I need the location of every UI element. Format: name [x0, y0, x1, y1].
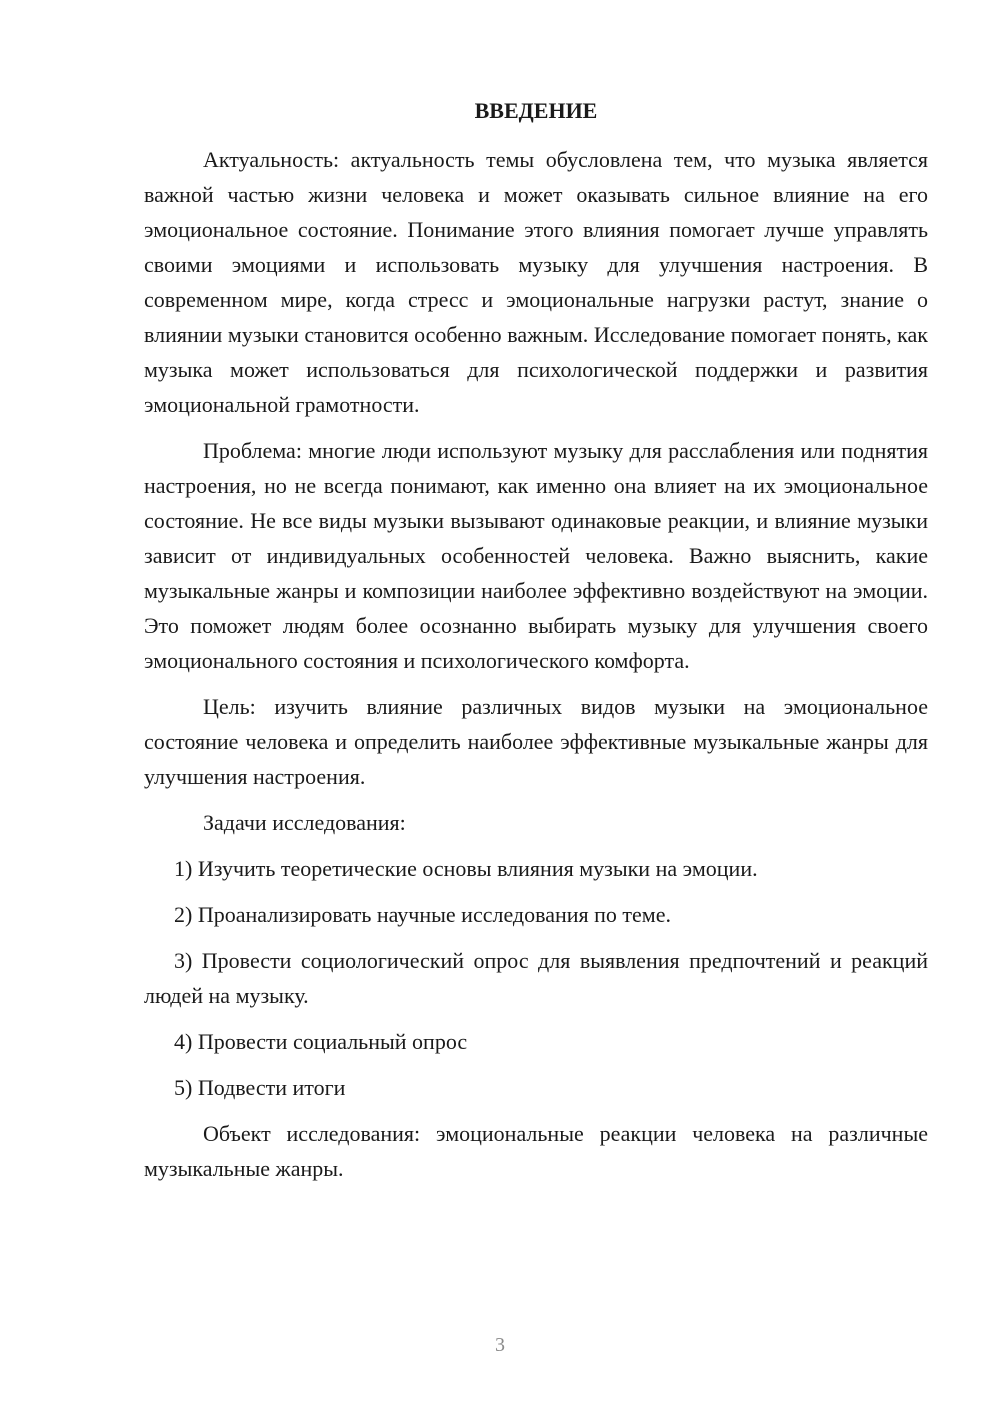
- task-item-3: 3) Провести социологический опрос для выявления предпочтений и реакций людей на музыку.: [144, 948, 928, 1008]
- goal-paragraph: Цель: изучить влияние различных видов музыки на эмоциональное состояние человека и определить наиболее эффективные музыкальные жанры для улучшения настроения.: [144, 694, 928, 789]
- page-title: ВВЕДЕНИЕ: [474, 98, 598, 123]
- page-number: 3: [495, 1334, 505, 1356]
- relevance-paragraph: Актуальность: актуальность темы обусловлена тем, что музыка является важной частью жизни человека и может оказывать сильное влияние на его эмоциональное состояние. Понимание этого влияния помогает лучше управлять своими эмоциями и использовать музыку для улучшения настроения. В современном мире, когда стресс и эмоциональные нагрузки растут, знание о влиянии музыки становится особенно важным. Исследование помогает понять, как музыка может использоваться для психологической поддержки и развития эмоциональной грамотности.: [144, 147, 928, 417]
- problem-paragraph: Проблема: многие люди используют музыку для расслабления или поднятия настроения, но не всегда понимают, как именно она влияет на их эмоциональное состояние. Не все виды музыки вызывают одинаковые реакции, и влияние музыки зависит от индивидуальных особенностей человека. Важно выяснить, какие музыкальные жанры и композиции наиболее эффективно воздействуют на эмоции. Это поможет людям более осознанно выбирать музыку для улучшения своего эмоционального состояния и психологического комфорта.: [144, 438, 928, 673]
- task-item-2: 2) Проанализировать научные исследования по теме.: [174, 902, 671, 927]
- document-body: [144, 142, 928, 1197]
- object-paragraph: Объект исследования: эмоциональные реакции человека на различные музыкальные жанры.: [144, 1121, 928, 1181]
- task-item-4: 4) Провести социальный опрос: [174, 1029, 468, 1054]
- task-item-5: 5) Подвести итоги: [174, 1075, 346, 1100]
- tasks-heading: Задачи исследования:: [203, 810, 406, 835]
- task-item-1: 1) Изучить теоретические основы влияния музыки на эмоции.: [174, 856, 758, 881]
